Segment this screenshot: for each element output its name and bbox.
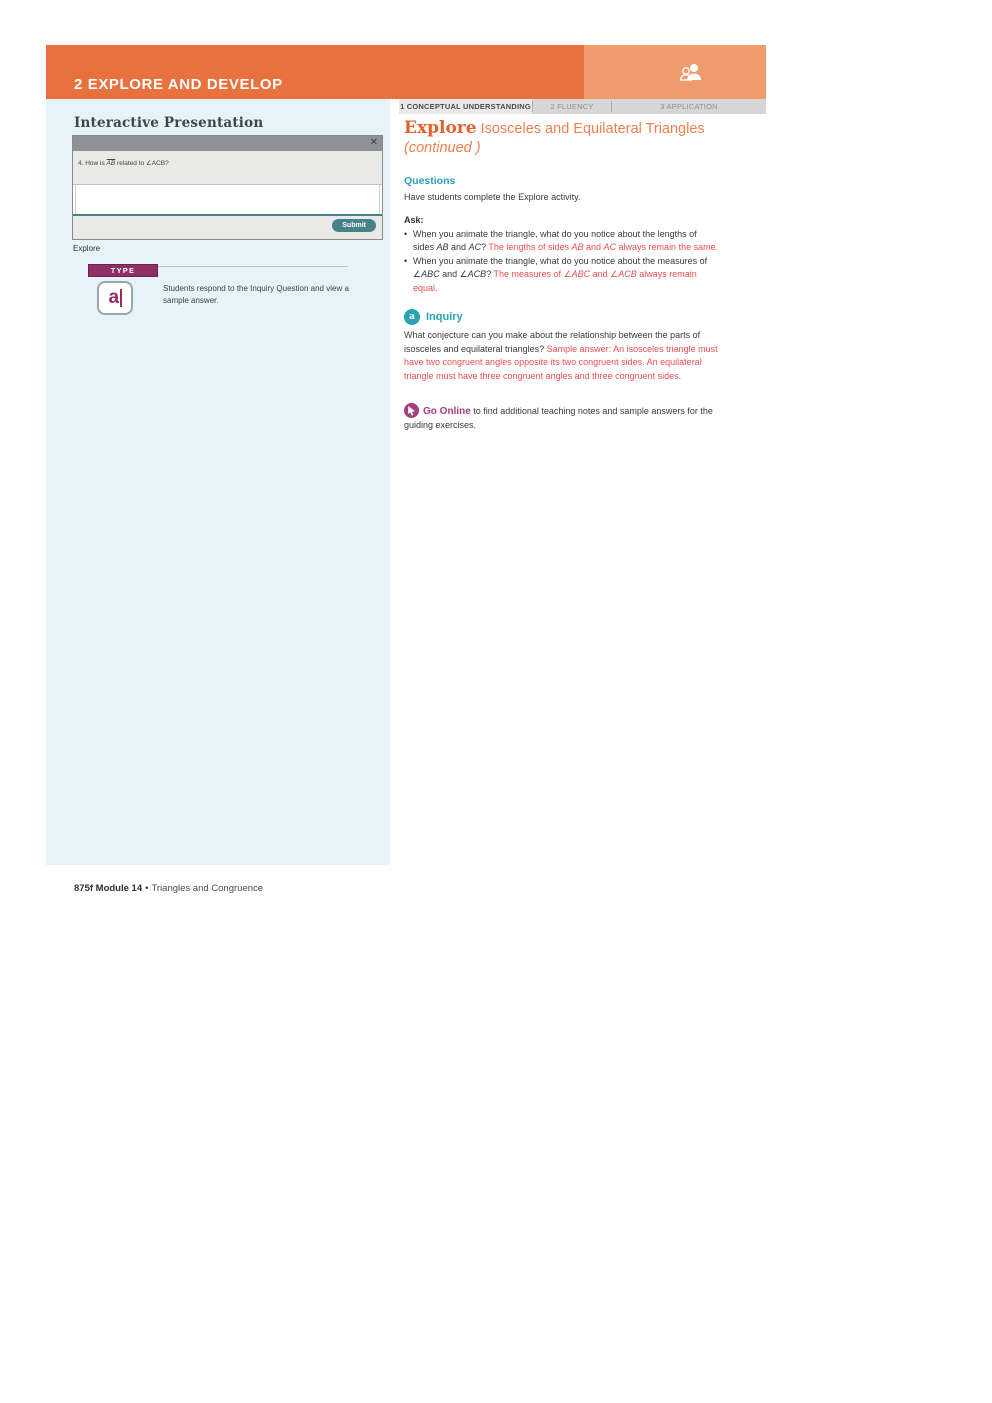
questions-intro: Have students complete the Explore activity.	[404, 191, 581, 202]
bullet-text: When you animate the triangle, what do you notice about the measures of ∠ABC and ∠ACB? The measures of ∠ABC and ∠ACB always remain equal.	[413, 255, 708, 293]
type-description: Students respond to the Inquiry Question and view a sample answer.	[163, 284, 349, 306]
list-item	[404, 255, 720, 296]
page-number: 875f Module 14	[74, 883, 143, 894]
answer-input[interactable]	[75, 185, 380, 214]
module-title: Triangles and Congruence	[151, 883, 264, 894]
footer-separator: •	[145, 883, 149, 894]
section-title: 2 EXPLORE AND DEVELOP	[74, 76, 283, 93]
type-rule	[157, 266, 348, 267]
ask-label: Ask:	[404, 214, 424, 225]
widget-footer	[73, 214, 382, 239]
go-online-text: to find additional teaching notes and sample answers for the guiding exercises.	[404, 406, 713, 430]
explore-heading	[404, 118, 766, 158]
panel-heading: Interactive Presentation	[74, 115, 264, 131]
ask-bullet-list	[404, 228, 766, 296]
explore-continued: (continued )	[404, 139, 481, 156]
bullet-text: When you animate the triangle, what do you notice about the lengths of sides AB and AC? The lengths of sides AB and AC always remain the same.	[413, 228, 719, 253]
tab-conceptual-understanding[interactable]: 1 CONCEPTUAL UNDERSTANDING	[399, 99, 532, 114]
explore-label: Explore	[404, 118, 477, 138]
explore-widget-screenshot	[72, 135, 383, 240]
section-header-bar	[46, 45, 766, 99]
submit-button[interactable]: Submit	[332, 219, 376, 232]
bullet-icon: •	[404, 255, 408, 266]
explore-title: Isosceles and Equilateral Triangles	[476, 121, 705, 137]
inquiry-icon: a	[404, 309, 420, 325]
list-item	[404, 228, 720, 255]
type-badge: TYPE	[88, 264, 158, 277]
bullet-icon: •	[404, 228, 408, 239]
header-accent-panel	[584, 45, 766, 99]
close-icon[interactable]: ✕	[369, 137, 378, 148]
inquiry-label: Inquiry	[426, 311, 463, 324]
interactive-presentation-panel	[46, 99, 390, 865]
tab-fluency[interactable]: 2 FLUENCY	[550, 102, 594, 111]
widget-caption: Explore	[73, 244, 101, 253]
inquiry-paragraph: What conjecture can you make about the relationship between the parts of isosceles and equilateral triangles? Sample answer: An isosceles triangle must have two congruent angles opposite its two congruent sides. An equilateral triangle must have three congruent angles and three congruent sides.	[404, 330, 718, 381]
main-column	[404, 114, 766, 432]
rigor-tabbar	[399, 99, 766, 114]
questions-heading: Questions	[404, 174, 456, 187]
go-online-label[interactable]: Go Online	[423, 406, 471, 418]
people-icon[interactable]	[678, 62, 704, 82]
widget-titlebar	[73, 136, 382, 151]
inquiry-header	[404, 309, 766, 325]
page-footer	[74, 883, 263, 894]
go-online-icon	[404, 403, 419, 418]
answer-input-icon: a	[97, 281, 133, 315]
go-online-block	[404, 403, 720, 432]
segment-ab-label: $\overline{AB}$	[106, 160, 116, 167]
tab-application[interactable]: 3 APPLICATION	[660, 102, 718, 111]
widget-question: 4. How is $\overline{AB}$ related to ∠ACB?	[73, 151, 382, 185]
cursor-bar	[120, 289, 122, 307]
